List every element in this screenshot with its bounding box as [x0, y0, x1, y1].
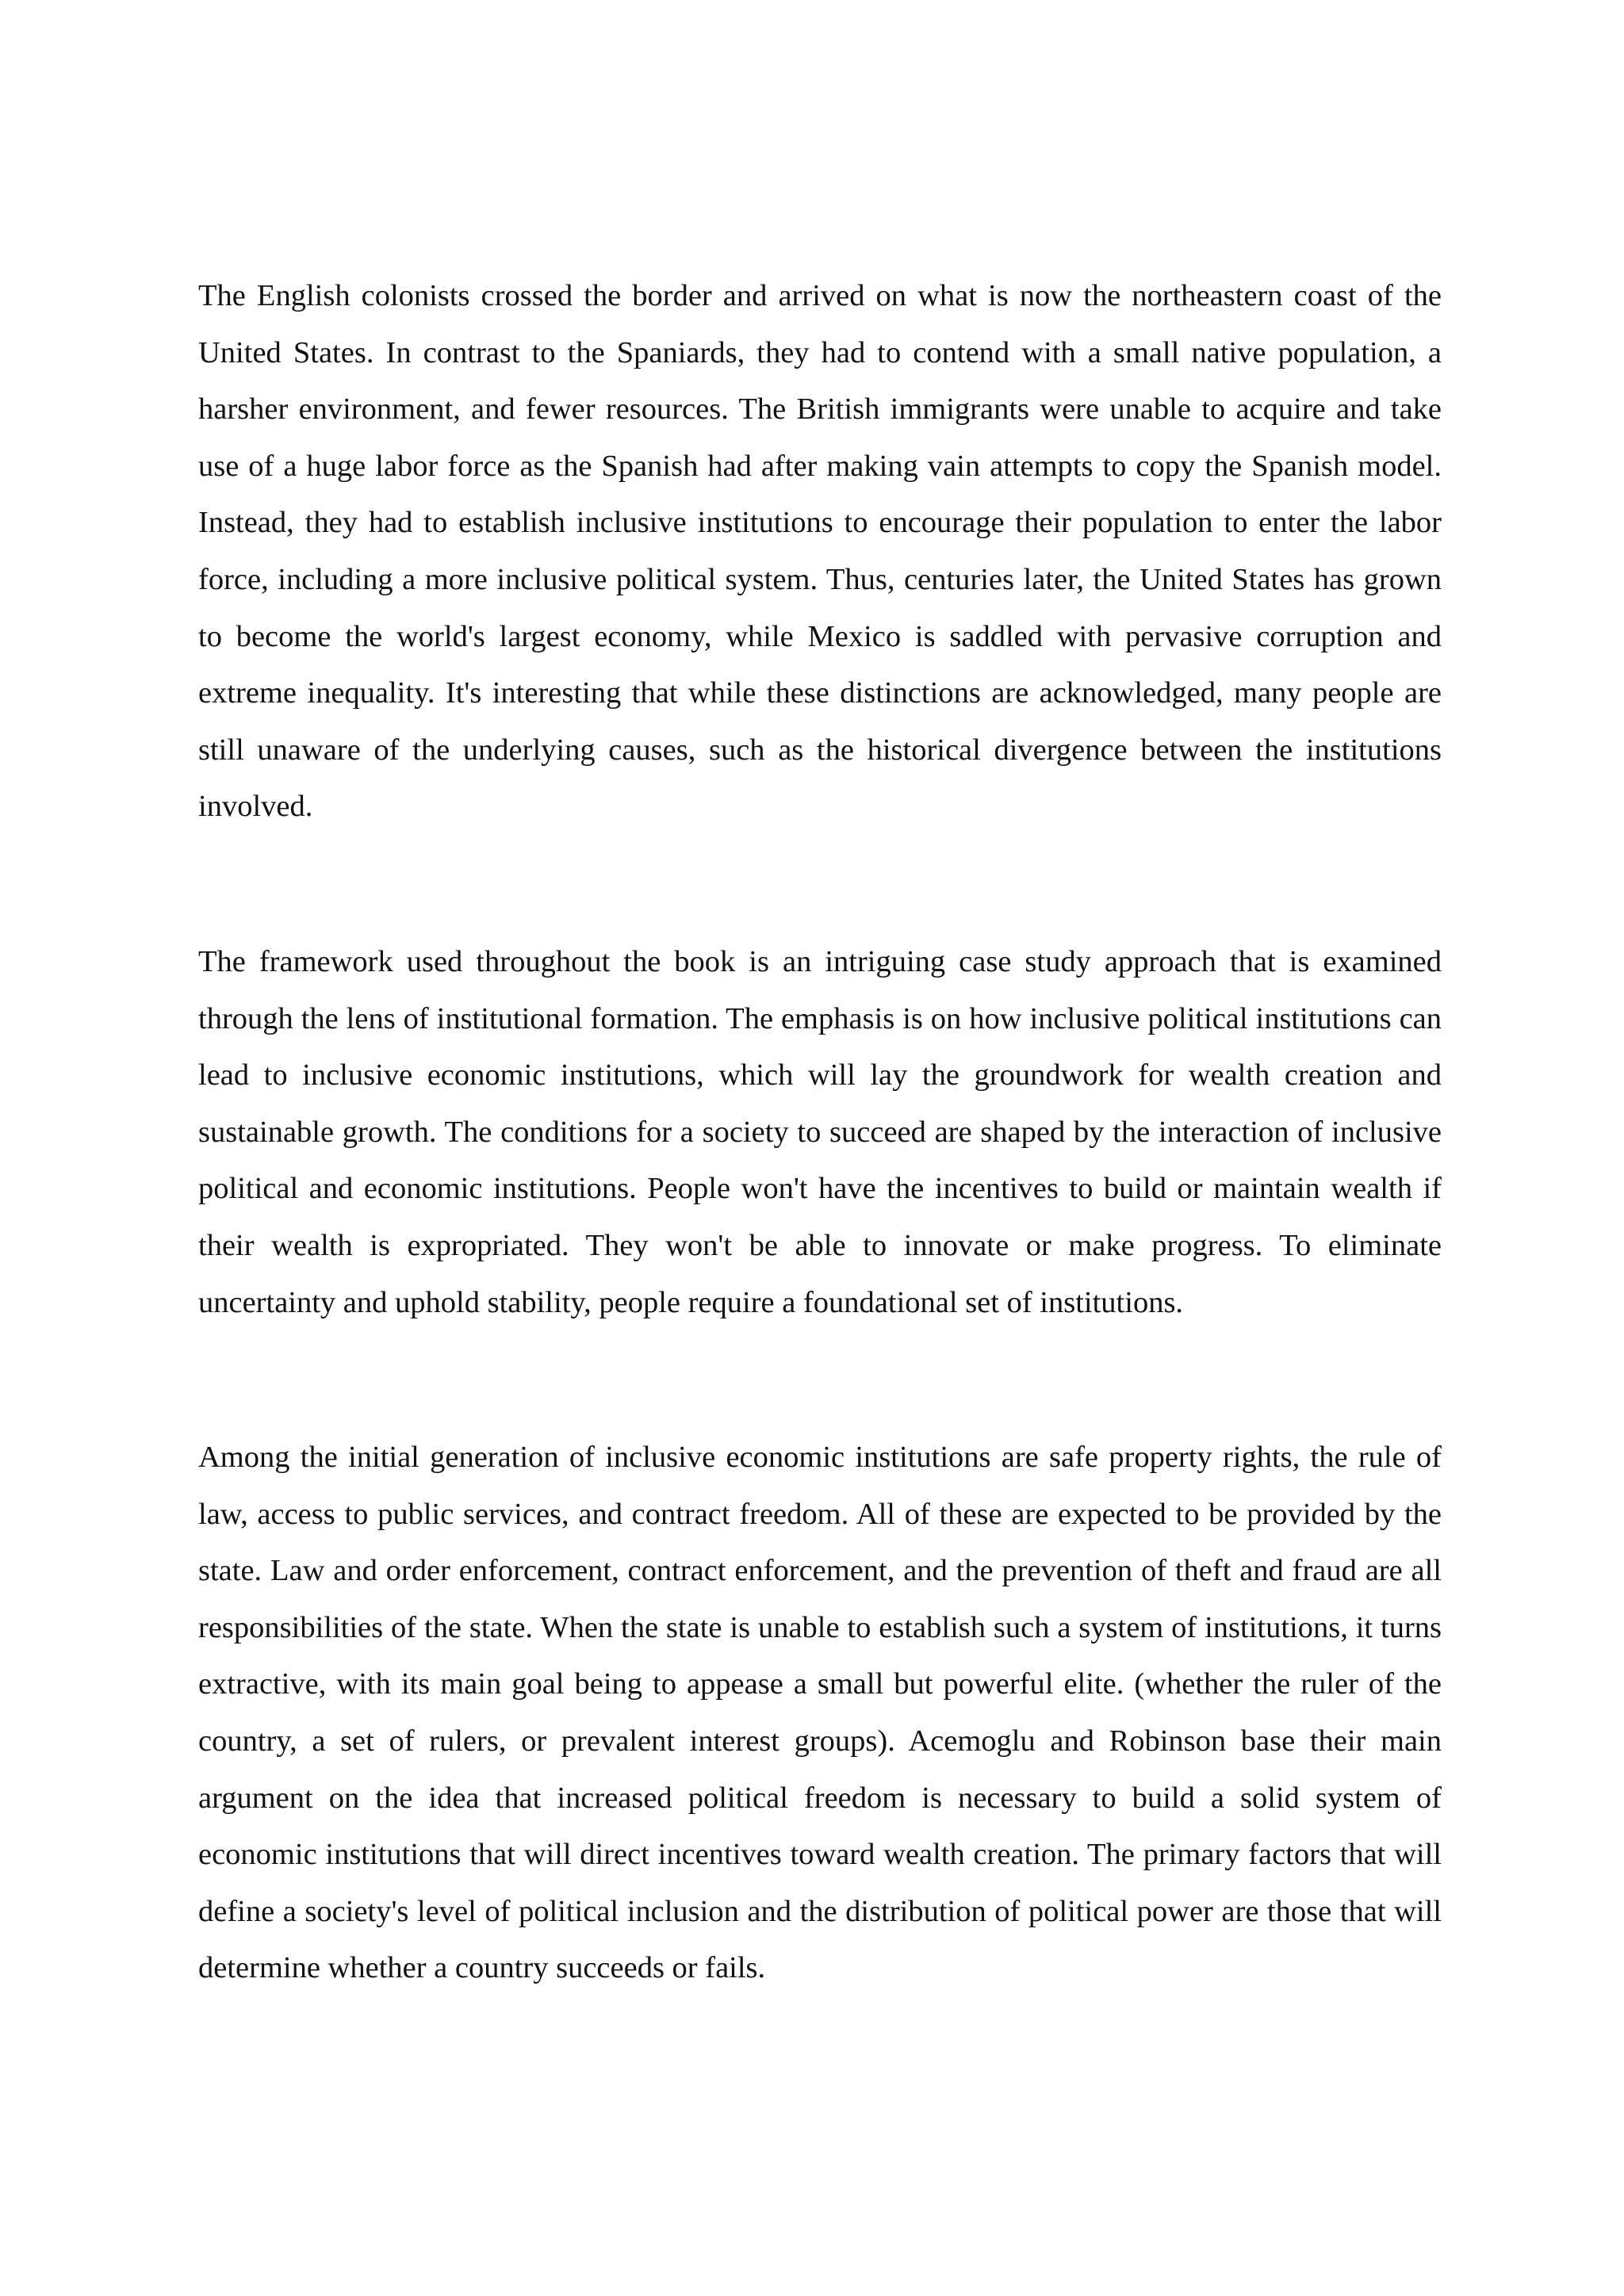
paragraph-3: Among the initial generation of inclusive economic institutions are safe property rights, the rule of law, access to public services, and contract freedom. All of these are expected to be provided by the state. Law and order enforcement, contract enforcement, and the prevention of theft and fraud are all responsibilities of the state. When the state is unable to establish such a system of institutions, it turns extractive, with its main goal being to appease a small but powerful elite. (whether the ruler of the country, a set of rulers, or prevalent interest groups). Acemoglu and Robinson base their main argument on the idea that increased political freedom is necessary to build a solid system of economic institutions that will direct incentives toward wealth creation. The primary factors that will define a society's level of political inclusion and the distribution of political power are those that will determine whether a country succeeds or fails. — [198, 1441, 1442, 1985]
paragraph-1: The English colonists crossed the border and arrived on what is now the northeastern coast of the United States. In contrast to the Spaniards, they had to contend with a small native population, a harsher environment, and fewer resources. The British immigrants were unable to acquire and take use of a huge labor force as the Spanish had after making vain attempts to copy the Spanish model. Instead, they had to establish inclusive institutions to encourage their population to enter the labor force, including a more inclusive political system. Thus, centuries later, the United States has grown to become the world's largest economy, while Mexico is saddled with pervasive corruption and extreme inequality. It's interesting that while these distinctions are acknowledged, many people are still unaware of the underlying causes, such as the historical divergence between the institutions involved. — [198, 279, 1442, 824]
paragraph-2: The framework used throughout the book is an intriguing case study approach that is examined through the lens of institutional formation. The emphasis is on how inclusive political institutions can lead to inclusive economic institutions, which will lay the groundwork for wealth creation and sustainable growth. The conditions for a society to succeed are shaped by the interaction of inclusive political and economic institutions. People won't have the incentives to build or maintain wealth if their wealth is expropriated. They won't be able to innovate or make progress. To eliminate uncertainty and uphold stability, people require a foundational set of institutions. — [198, 944, 1442, 1319]
document-body — [198, 268, 1442, 1997]
